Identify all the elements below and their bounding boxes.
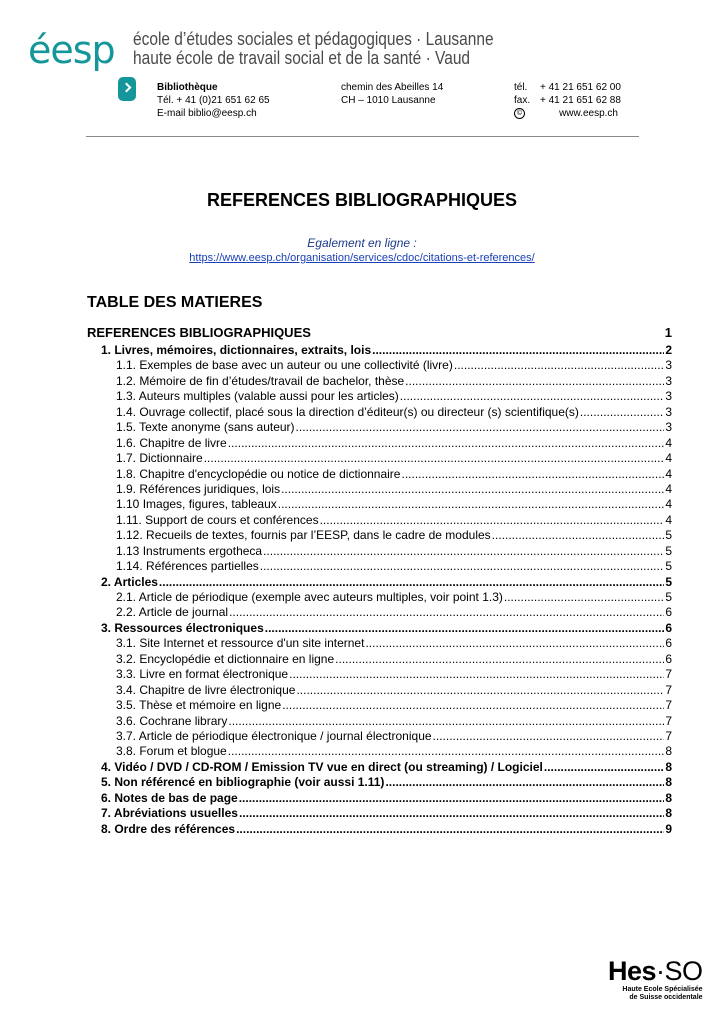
toc-entry-label: 3.6. Cochrane library [116, 713, 228, 728]
toc-entry[interactable] [87, 436, 672, 451]
toc-entry[interactable] [87, 636, 672, 651]
toc-leader-dots [281, 482, 664, 497]
toc-entry[interactable] [87, 389, 672, 404]
school-name [133, 30, 552, 68]
web-value[interactable]: www.eesp.ch [559, 108, 618, 119]
toc-entry-page: 3 [665, 404, 672, 419]
toc-entry-page: 3 [665, 389, 672, 404]
toc-entry-label: REFERENCES BIBLIOGRAPHIQUES [87, 325, 311, 340]
toc-entry[interactable] [87, 744, 672, 759]
toc-entry-label: 3.8. Forum et blogue [116, 744, 227, 759]
toc-entry[interactable] [87, 358, 672, 373]
toc-entry-label: 3.7. Article de périodique électronique / journal électronique [116, 728, 432, 743]
toc-entry[interactable] [87, 323, 672, 343]
toc-entry[interactable] [87, 528, 672, 543]
web-icon: © [514, 108, 525, 119]
toc-entry-label: 1.7. Dictionnaire [116, 451, 203, 466]
toc-entry-label: 3.4. Chapitre de livre électronique [116, 682, 296, 697]
hes-so-sub-1: Haute Ecole Spécialisée [622, 986, 703, 993]
library-phone: Tél. + 41 (0)21 651 62 65 [157, 95, 270, 106]
toc-leader-dots [278, 497, 665, 512]
toc-entry-label: 8. Ordre des références [101, 821, 236, 836]
toc-entry[interactable] [87, 683, 672, 698]
toc-leader-dots [320, 513, 665, 528]
header-divider [86, 136, 639, 137]
toc-entry-page: 8 [665, 744, 672, 759]
online-reference [0, 236, 724, 264]
toc-entry[interactable] [87, 451, 672, 466]
fax-value: + 41 21 651 62 88 [540, 95, 621, 106]
toc-leader-dots [365, 636, 664, 651]
so-text: ·SO [656, 956, 703, 986]
toc-entry-label: 2.2. Article de journal [116, 605, 229, 620]
address-street: chemin des Abeilles 14 [341, 82, 444, 93]
contact-address [341, 81, 443, 107]
toc-entry[interactable] [87, 667, 672, 682]
toc-leader-dots [236, 822, 664, 837]
toc-leader-dots [385, 775, 664, 790]
school-line-1: école d’études sociales et pédagogiques · Lausanne [133, 29, 494, 49]
toc-entry-page: 6 [665, 605, 672, 620]
toc-entry-page: 8 [665, 790, 672, 805]
web-label [514, 107, 530, 120]
toc-entry-label: 4. Vidéo / DVD / CD-ROM / Emission TV vue en direct (ou streaming) / Logiciel [101, 759, 543, 774]
toc-entry-page: 2 [665, 343, 672, 357]
toc-entry-page: 5 [665, 528, 672, 543]
toc-entry[interactable] [87, 714, 672, 729]
toc-entry-label: 1.3. Auteurs multiples (valable aussi pour les articles) [116, 389, 399, 404]
toc-leader-dots [400, 389, 665, 404]
toc-entry-page: 7 [665, 682, 672, 697]
toc-leader-dots [229, 605, 664, 620]
toc-entry-page: 5 [665, 574, 672, 589]
toc-leader-dots [204, 451, 665, 466]
toc-entry-page: 7 [665, 728, 672, 743]
toc-entry[interactable] [87, 405, 672, 420]
toc-entry-page: 4 [665, 466, 672, 481]
toc-entry[interactable] [87, 513, 672, 528]
toc-leader-dots [296, 420, 665, 435]
toc-entry[interactable] [87, 806, 672, 821]
toc-entry-page: 8 [665, 775, 672, 790]
toc-entry[interactable] [87, 652, 672, 667]
toc-entry-page: 5 [665, 590, 672, 604]
toc-entry[interactable] [87, 760, 672, 775]
toc-entry-page: 8 [665, 759, 672, 774]
toc-entry-page: 5 [665, 559, 672, 574]
tel-value: + 41 21 651 62 00 [540, 82, 621, 93]
toc-entry[interactable] [87, 791, 672, 806]
contact-labels [514, 81, 530, 120]
toc-entry-page: 7 [665, 667, 672, 682]
toc-entry-label: 7. Abréviations usuelles [101, 806, 238, 821]
toc-entry-label: 1. Livres, mémoires, dictionnaires, extraits, lois [101, 343, 372, 357]
toc-entry[interactable] [87, 729, 672, 744]
toc-entry-label: 1.6. Chapitre de livre [116, 435, 227, 450]
toc-entry-page: 6 [665, 651, 672, 666]
toc-entry-label: 1.8. Chapitre d'encyclopédie ou notice de dictionnaire [116, 466, 401, 481]
hes-so-sub-2: de Suisse occidentale [629, 994, 703, 1001]
toc-entry-label: 1.14. Références partielles [116, 559, 259, 574]
toc-entry[interactable] [87, 467, 672, 482]
toc-leader-dots [239, 791, 665, 806]
toc-entry-label: 2.1. Article de périodique (exemple avec auteurs multiples, voir point 1.3) [116, 590, 503, 604]
hes-so-mark [608, 957, 703, 985]
toc-entry-page: 4 [665, 512, 672, 527]
toc-entry-label: 1.1. Exemples de base avec un auteur ou une collectivité (livre) [116, 358, 453, 373]
online-url-link[interactable]: https://www.eesp.ch/organisation/services/cdoc/citations-et-references/ [189, 252, 535, 264]
toc-entry[interactable] [87, 590, 672, 605]
school-line-2: haute école de travail social et de la santé · Vaud [133, 48, 471, 68]
toc-leader-dots [454, 358, 664, 373]
toc-entry-page: 6 [665, 620, 672, 635]
toc-entry-label: 1.10 Images, figures, tableaux [116, 497, 277, 512]
library-label: Bibliothèque [157, 82, 218, 93]
toc-entry-label: 2. Articles [101, 574, 158, 589]
toc-leader-dots [289, 667, 664, 682]
toc-leader-dots [492, 528, 665, 543]
toc-entry-label: 3.5. Thèse et mémoire en ligne [116, 698, 282, 713]
toc-entry-label: 5. Non référencé en bibliographie (voir aussi 1.11) [101, 775, 385, 790]
toc-entry-label: 1.9. Références juridiques, lois [116, 481, 281, 496]
toc-entry[interactable] [87, 698, 672, 713]
table-of-contents [87, 323, 672, 837]
toc-leader-dots [159, 575, 664, 590]
contact-library [157, 81, 270, 120]
toc-leader-dots [296, 683, 664, 698]
toc-entry[interactable] [87, 575, 672, 590]
toc-entry-page: 4 [665, 451, 672, 466]
toc-entry-label: 1.4. Ouvrage collectif, placé sous la direction d’éditeur(s) ou directeur (s) scientifique(s) [116, 404, 579, 419]
toc-leader-dots [580, 405, 664, 420]
toc-leader-dots [433, 729, 665, 744]
toc-leader-dots [260, 559, 665, 574]
online-lead: Egalement en ligne : [307, 236, 417, 250]
toc-entry-label: 1.11. Support de cours et conférences [116, 512, 319, 527]
address-city: CH – 1010 Lausanne [341, 95, 436, 106]
page-title: REFERENCES BIBLIOGRAPHIQUES [206, 190, 518, 210]
toc-entry[interactable] [87, 621, 672, 636]
toc-entry-page: 4 [665, 481, 672, 496]
toc-entry-label: 1.5. Texte anonyme (sans auteur) [116, 420, 295, 435]
library-arrow-icon [118, 77, 136, 101]
toc-leader-dots [504, 590, 664, 605]
toc-entry[interactable] [87, 605, 672, 620]
toc-entry[interactable] [87, 544, 672, 559]
toc-entry-page: 3 [665, 373, 672, 388]
toc-leader-dots [544, 760, 664, 775]
toc-entry[interactable] [87, 482, 672, 497]
eesp-logo: éesp [28, 28, 115, 72]
toc-entry-page: 5 [665, 543, 672, 558]
tel-label: tél. [514, 82, 528, 93]
toc-entry-label: 1.2. Mémoire de fin d’études/travail de bachelor, thèse [116, 373, 405, 388]
toc-entry-page: 3 [665, 358, 672, 373]
toc-entry-label: 6. Notes de bas de page [101, 790, 238, 805]
toc-leader-dots [335, 652, 664, 667]
toc-leader-dots [263, 544, 664, 559]
toc-entry[interactable] [87, 822, 672, 837]
toc-leader-dots [228, 744, 665, 759]
toc-entry-page: 8 [665, 806, 672, 821]
toc-entry-page: 3 [665, 420, 672, 435]
toc-leader-dots [239, 806, 664, 821]
toc-leader-dots [228, 714, 664, 729]
toc-leader-dots [282, 698, 664, 713]
toc-entry-label: 3. Ressources électroniques [101, 620, 264, 635]
toc-entry[interactable] [87, 775, 672, 790]
toc-entry-label: 3.2. Encyclopédie et dictionnaire en ligne [116, 651, 335, 666]
toc-entry-label: 1.13 Instruments ergotheca [116, 543, 263, 558]
toc-entry[interactable] [87, 559, 672, 574]
toc-entry[interactable] [87, 497, 672, 512]
toc-entry-page: 4 [665, 497, 672, 512]
toc-entry-page: 7 [665, 713, 672, 728]
contact-values [540, 81, 621, 120]
toc-entry[interactable] [87, 343, 672, 358]
toc-entry-page: 9 [665, 821, 672, 836]
hes-so-logo [608, 957, 703, 1002]
library-email: E-mail biblio@eesp.ch [157, 108, 257, 119]
toc-entry-page: 1 [664, 325, 672, 340]
toc-entry[interactable] [87, 374, 672, 389]
toc-leader-dots [401, 467, 664, 482]
fax-label: fax. [514, 95, 531, 106]
toc-leader-dots [372, 343, 664, 358]
toc-entry-page: 4 [665, 435, 672, 450]
toc-leader-dots [405, 374, 664, 389]
toc-entry-label: 3.3. Livre en format électronique [116, 667, 289, 682]
toc-entry[interactable] [87, 420, 672, 435]
toc-entry-label: 3.1. Site Internet et ressource d'un site internet [116, 636, 365, 651]
toc-leader-dots [228, 436, 665, 451]
hes-text: Hes [608, 956, 657, 986]
toc-leader-dots [265, 621, 665, 636]
toc-heading: TABLE DES MATIERES [87, 294, 263, 311]
toc-entry-label: 1.12. Recueils de textes, fournis par l’EESP, dans le cadre de modules [116, 528, 491, 543]
hes-so-subtitle [608, 986, 703, 1002]
toc-entry-page: 7 [665, 698, 672, 713]
toc-entry-page: 6 [665, 636, 672, 651]
